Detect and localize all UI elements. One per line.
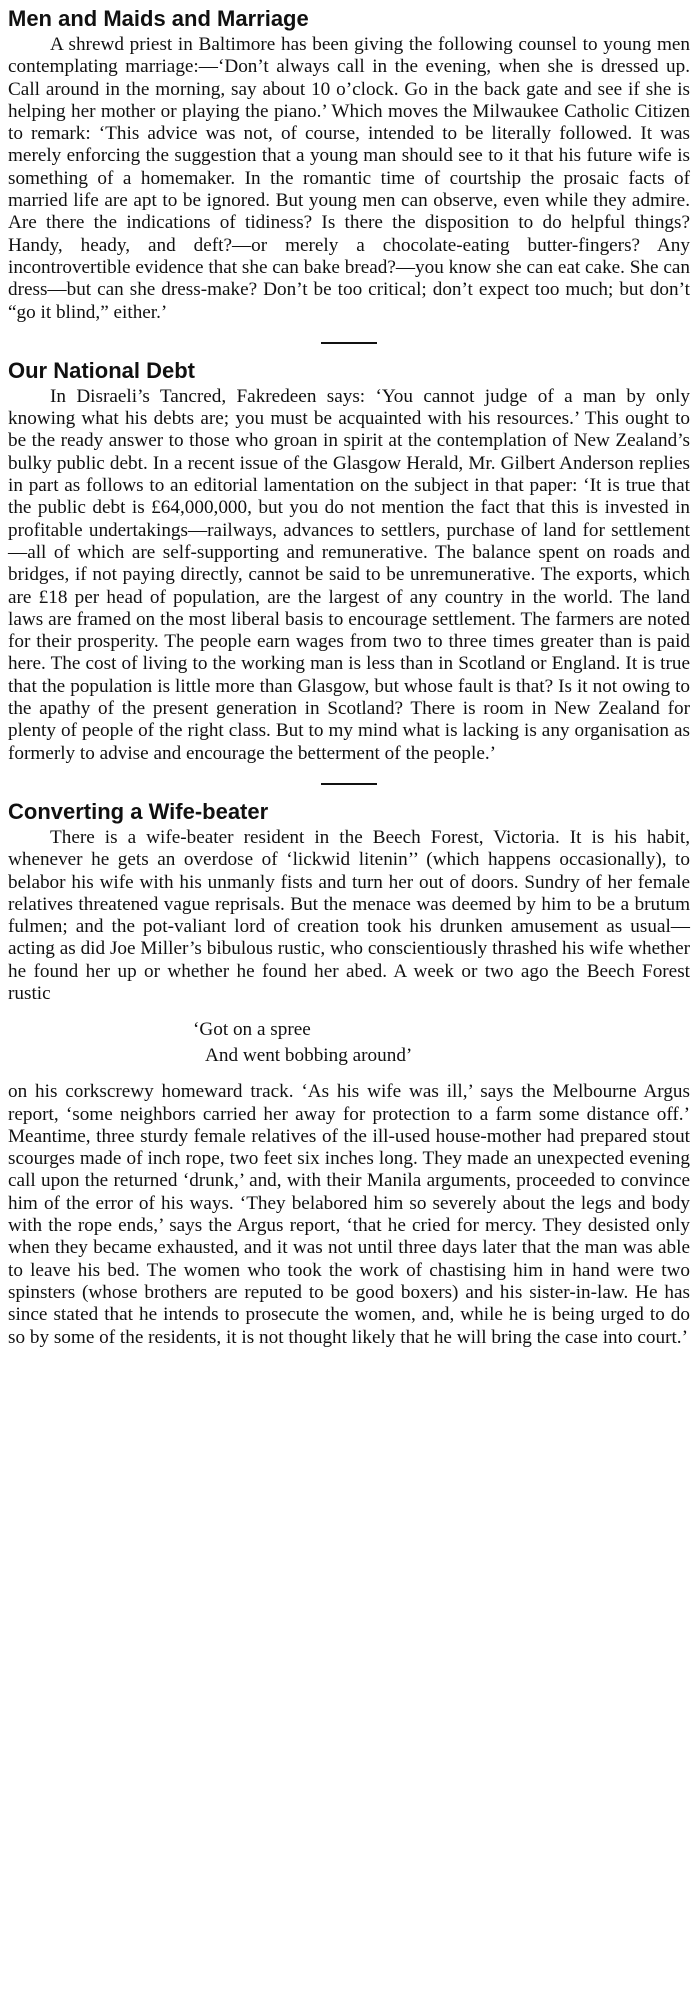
section-divider bbox=[321, 342, 377, 344]
verse-quote bbox=[193, 1017, 690, 1069]
article-title: Men and Maids and Marriage bbox=[8, 6, 309, 31]
verse-line: And went bobbing around’ bbox=[205, 1045, 413, 1067]
article-national-debt bbox=[8, 356, 690, 765]
article-paragraph-continuation: on his corkscrewy homeward track. ‘As his wife was ill,’ says the Melbourne Argus report, ‘some neighbors carried her away for protection to a farm some distance off.’ Meantime, three sturdy female relatives of the ill-used house-mother had prepared stout scourges made of inch rope, two feet six inches long. They made an unexpected evening call upon the returned ‘drunk,’ and, with their Manila arguments, proceeded to convince him of the error of his ways. ‘They belabored him so severely about the legs and body with the rope ends,’ says the Argus report, ‘that he cried for mercy. They desisted only when they became exhausted, and it was not until three days later that the man was able to leave his bed. The women who took the work of chastising him in hand were two spinsters (whose brothers are reputed to be good boxers) and his sister-in-law. He has since stated that he intends to prosecute the women, and, while he is being urged to do so by some of the residents, it is not thought likely that he will bring the case into court.’ bbox=[8, 1081, 690, 1348]
article-men-and-maids bbox=[8, 4, 690, 324]
article-title: Converting a Wife-beater bbox=[8, 798, 269, 824]
verse-line: ‘Got on a spree bbox=[193, 1019, 311, 1041]
article-paragraph: There is a wife-beater resident in the Beech Forest, Victoria. It is his habit, whenever he gets an overdose of ‘lickwid litenin’’ (which happens occasionally), to belabor his wife with his unmanly fists and turn her out of doors. Sundry of her female relatives threatened vague reprisals. But the menace was deemed by him to be a brutum fulmen; and the pot-valiant lord of creation took his drunken amusement as usual—acting as did Joe Miller’s bibulous rustic, who conscientiously thrashed his wife whether he found her up or whether he found her abed. A week or two ago the Beech Forest rustic bbox=[8, 826, 690, 1004]
article-title: Our National Debt bbox=[8, 357, 196, 383]
article-paragraph: In Disraeli’s Tancred, Fakredeen says: ‘You cannot judge of a man by only knowing what his debts are; you must be acquainted with his resources.’ This ought to be the ready answer to those who groan in spirit at the contemplation of New Zealand’s bulky public debt. In a recent issue of the Glasgow Herald, Mr. Gilbert Anderson replies in part as follows to an editorial lamentation on the subject in that paper: ‘It is true that the public debt is £64,000,000, but you do not mention the fact that this is invested in profitable undertakings—railways, advances to settlers, purchase of land for settlement—all of which are self-supporting and remunerative. The balance spent on roads and bridges, if not paying directly, cannot be said to be unremunerative. The exports, which are £18 per head of population, are the largest of any country in the world. The land laws are framed on the most liberal basis to encourage settlement. The farmers are noted for their prosperity. The people earn wages from two to three times greater than is paid here. The cost of living to the working man is less than in Scotland or England. It is true that the population is little more than Glasgow, but whose fault is that? Is it not owing to the apathy of the present generation in Scotland? There is room in New Zealand for plenty of people of the right class. But to my mind what is lacking is any organisation as formerly to advise and encourage the betterment of the people.’ bbox=[8, 385, 690, 764]
article-wife-beater bbox=[8, 797, 690, 1349]
section-divider bbox=[321, 783, 377, 785]
article-paragraph: A shrewd priest in Baltimore has been giving the following counsel to young men contemplating marriage:—‘Don’t always call in the evening, when she is dressed up. Call around in the morning, say about 10 o’clock. Go in the back gate and see if she is helping her mother or playing the piano.’ Which moves the Milwaukee Catholic Citizen to remark: ‘This advice was not, of course, intended to be literally followed. It was merely enforcing the suggestion that a young man should see to it that his future wife is something of a homemaker. In the romantic time of courtship the prosaic facts of married life are apt to be ignored. But young men can observe, even while they admire. Are there the indications of tidiness? Is there the disposition to do helpful things? Handy, heady, and deft?—or merely a chocolate-eating butter-fingers? Any incontrovertible evidence that she can bake bread?—you know she can eat cake. She can dress—but can she dress-make? Don’t be too critical; don’t expect too much; but don’t “go it blind,” either.’ bbox=[8, 34, 690, 323]
